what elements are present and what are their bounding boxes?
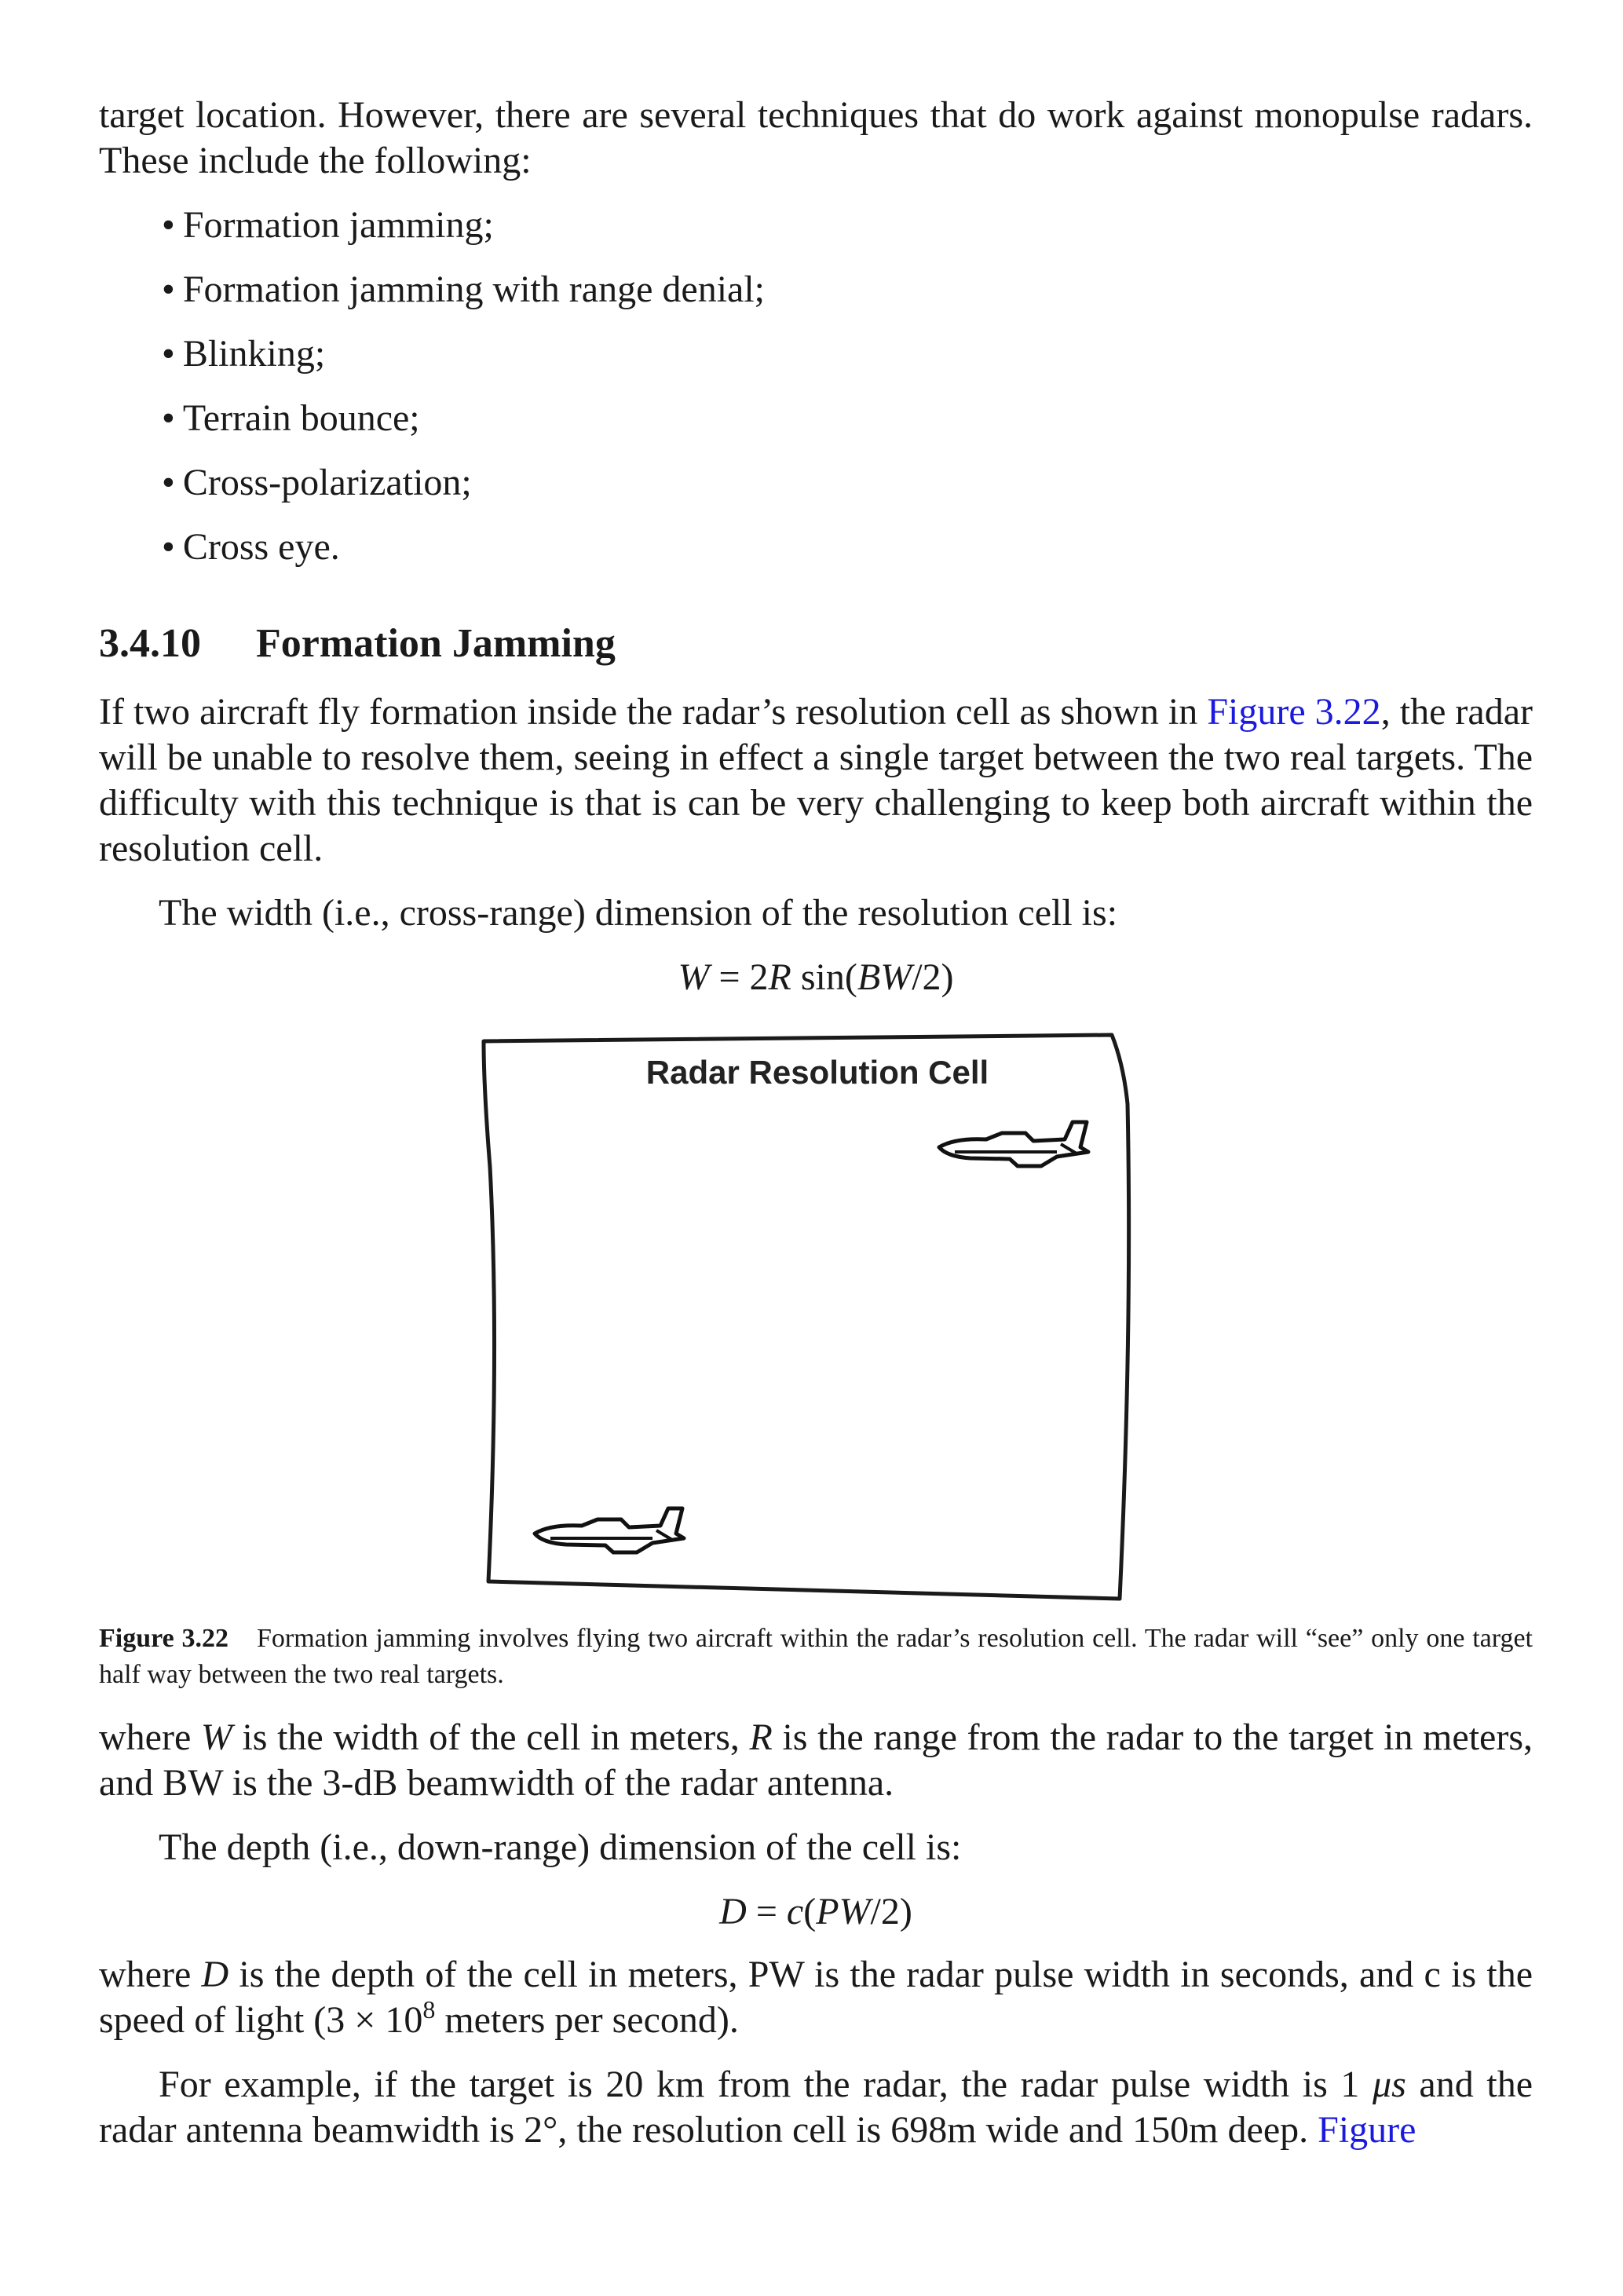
list-item: • Cross-polarization; xyxy=(162,462,472,503)
figure-caption: Figure 3.22 Formation jamming involves flying two aircraft within the radar’s resolution cell. The radar will “see” only one target half way between the two real targets. xyxy=(99,1624,1533,1689)
intro-paragraph: target location. However, there are several techniques that do work against monopulse radars. These include the following: xyxy=(99,94,1533,181)
figure-link[interactable]: Figure xyxy=(1318,2109,1416,2151)
list-item: • Formation jamming; xyxy=(162,204,494,246)
page-content xyxy=(99,93,1533,2153)
cell-label: Radar Resolution Cell xyxy=(645,1054,989,1091)
list-item: • Formation jamming with range denial; xyxy=(162,269,765,310)
paragraph-width-definition: where W is the width of the cell in meters, R is the range from the radar to the target in meters, and BW is the 3-dB beamwidth of the radar antenna. xyxy=(99,1717,1533,1804)
list-item: • Blinking; xyxy=(162,333,326,375)
paragraph-depth-definition: where D is the depth of the cell in meters, PW is the radar pulse width in seconds, and c is the speed of light ($3 \times 10^8$ meters per second). xyxy=(99,1954,1533,2041)
equation-depth: D = c(PW/2) xyxy=(719,1891,912,1932)
section-number: 3.4.10 xyxy=(99,621,201,666)
aircraft-icon xyxy=(535,1508,684,1552)
paragraph-example: For example, if the target is 20 km from the radar, the radar pulse width is 1 μs and the radar antenna beamwidth is 2°, the resolution cell is 698m wide and 150m deep. Figure xyxy=(99,2064,1533,2151)
section-title: Formation Jamming xyxy=(256,621,616,666)
technique-list xyxy=(99,203,1533,570)
aircraft-icon xyxy=(939,1122,1088,1166)
equation-width: W = 2R sin(BW/2) xyxy=(678,956,954,998)
section-heading xyxy=(99,619,1533,669)
paragraph-formation: If two aircraft fly formation inside the radar’s resolution cell as shown in Figure 3.22, the radar will be unable to resolve them, seeing in effect a single target between the two real targets. The difficulty with this technique is that is can be very challenging to keep both aircraft within the resolution cell. xyxy=(99,691,1533,869)
cell-outline xyxy=(484,1035,1129,1599)
figure-radar-cell xyxy=(99,1018,1533,1614)
paragraph-width: The width (i.e., cross-range) dimension of the resolution cell is: xyxy=(159,892,1118,934)
list-item: • Terrain bounce; xyxy=(162,397,420,439)
list-item: • Cross eye. xyxy=(162,526,340,568)
paragraph-depth: The depth (i.e., down-range) dimension of the cell is: xyxy=(159,1826,962,1868)
radar-cell-diagram xyxy=(99,1018,1533,1614)
figure-link[interactable]: Figure 3.22 xyxy=(1207,691,1381,733)
